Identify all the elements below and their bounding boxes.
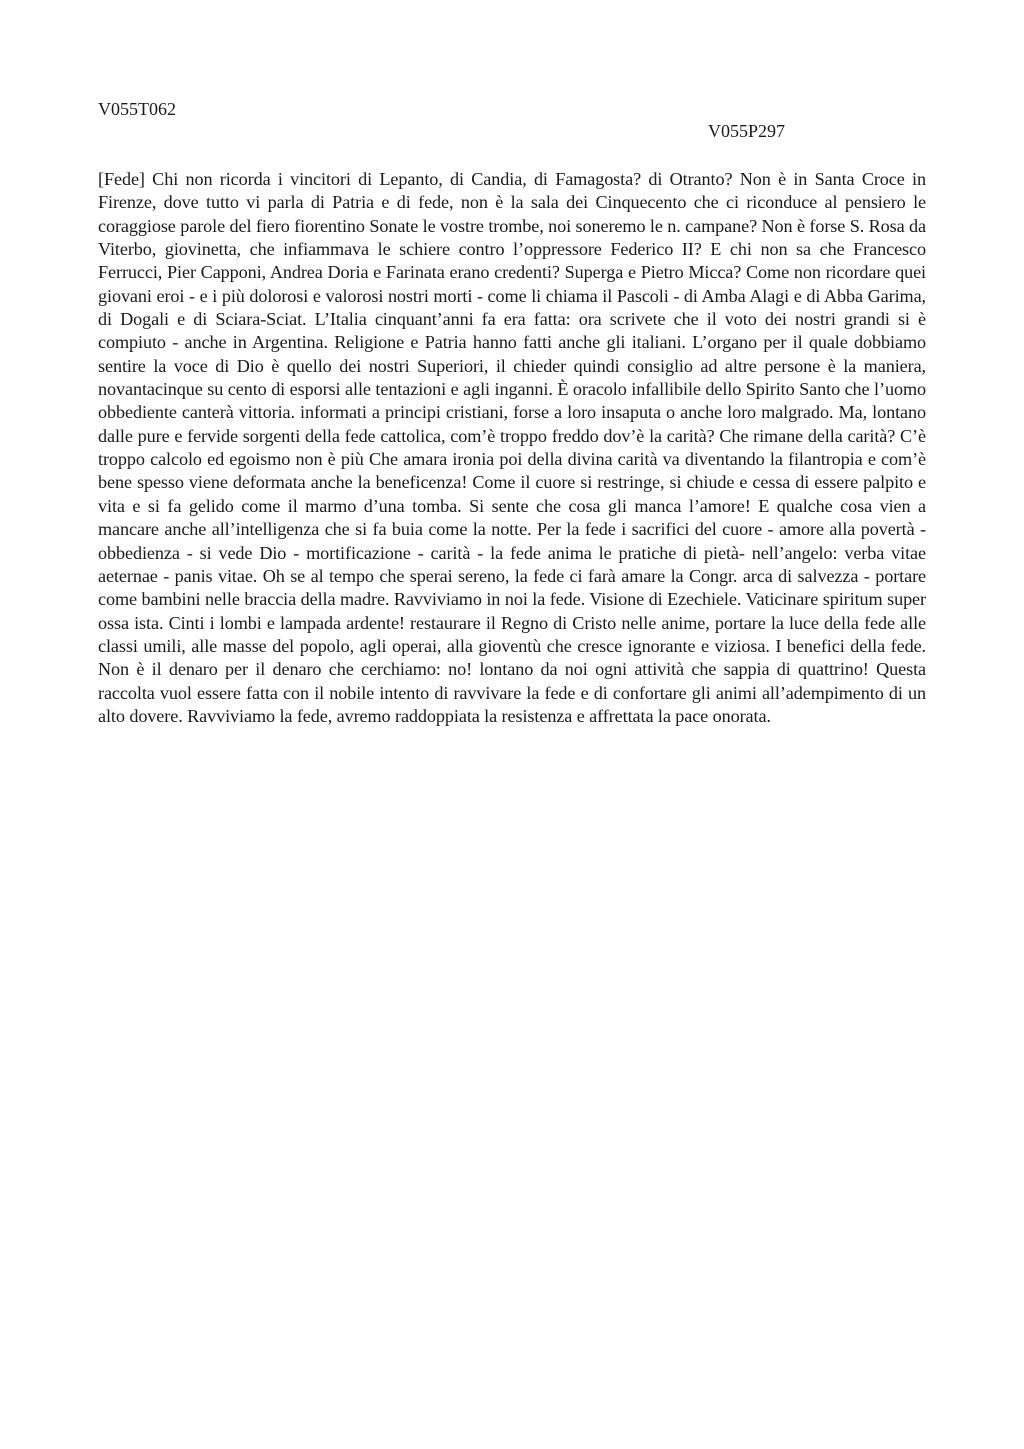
document-id: V055T062 [98,99,176,119]
body-paragraph: [Fede] Chi non ricorda i vincitori di Lepanto, di Candia, di Famagosta? di Otranto? Non è in Santa Croce in Firenze, dove tutto vi parla di Patria e di fede, non è la sala dei Cinquecento che ci riconduce al pensiero le coraggiose parole del fiero fiorentino Sonate le vostre trombe, noi soneremo le n. campane? Non è forse S. Rosa da Viterbo, giovinetta, che infiammava le schiere contro l’oppressore Federico II? E chi non sa che Francesco Ferrucci, Pier Capponi, Andrea Doria e Farinata erano credenti? Superga e Pietro Micca? Come non ricordare quei giovani eroi - e i più dolorosi e valorosi nostri morti - come li chiama il Pascoli - di Amba Alagi e di Abba Garima, di Dogali e di Sciara-Sciat. L’Italia cinquant’anni fa era fatta: ora scrivete che il voto dei nostri grandi si è compiuto - anche in Argentina. Religione e Patria hanno fatti anche gli italiani. L’organo per il quale dobbiamo sentire la voce di Dio è quello dei nostri Superiori, il chieder quindi consiglio ad altre persone è la maniera, novantacinque su cento di esporsi alle tentazioni e agli inganni. È oracolo infallibile dello Spirito Santo che l’uomo obbediente canterà vittoria. informati a principi cristiani, forse a loro insaputa o anche loro malgrado. Ma, lontano dalle pure e fervide sorgenti della fede cattolica, com’è troppo freddo dov’è la carità? Che rimane della carità? C’è troppo calcolo ed egoismo non è più Che amara ironia poi della divina carità va diventando la filantropia e com’è bene spesso viene deformata anche la beneficenza! Come il cuore si restringe, si chiude e cessa di essere palpito e vita e si fa gelido come il marmo d’una tomba. Si sente che cosa gli manca l’amore! E qualche cosa vien a mancare anche all’intelligenza che si fa buia come la notte. Per la fede i sacrifici del cuore - amore alla povertà - obbedienza - si vede Dio - mortificazione - carità - la fede anima le pratiche di pietà- nell’angelo: verba vitae aeternae - panis vitae. Oh se al tempo che sperai sereno, la fede ci farà amare la Congr. arca di salvezza - portare come bambini nelle braccia della madre. Ravviviamo in noi la fede. Visione di Ezechiele. Vaticinare spiritum super ossa ista. Cinti i lombi e lampada ardente! restaurare il Regno di Cristo nelle anime, portare la luce della fede alle classi umili, alle masse del popolo, agli operai, alla gioventù che cresce ignorante e viziosa. I benefici della fede. Non è il denaro per il denaro che cerchiamo: no! lontano da noi ogni attività che sappia di quattrino! Questa raccolta vuol essere fatta con il nobile intento di ravvivare la fede e di confortare gli animi all’adempimento di un alto dovere. Ravviviamo la fede, avremo raddoppiata la resistenza e affrettata la pace onorata. [98,169,926,726]
page-id: V055P297 [708,121,786,141]
